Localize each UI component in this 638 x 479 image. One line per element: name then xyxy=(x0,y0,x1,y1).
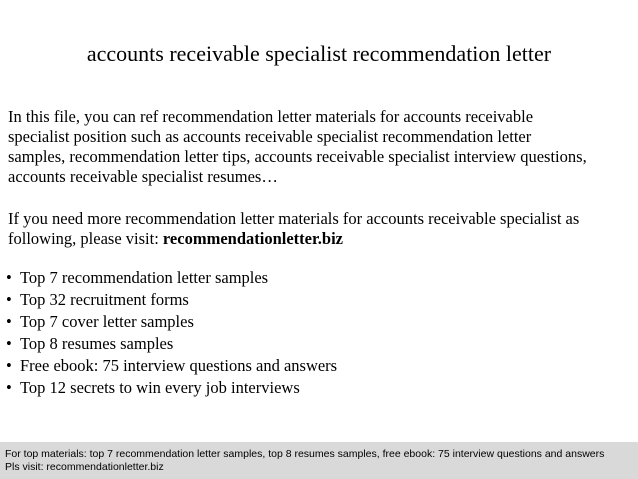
list-item xyxy=(6,355,337,377)
intro-paragraph xyxy=(8,107,636,187)
list-item-label: Top 12 secrets to win every job interviews xyxy=(20,378,300,397)
list-item xyxy=(6,267,337,289)
intro-line: In this file, you can ref recommendation letter materials for accounts receivable xyxy=(8,107,534,126)
list-item xyxy=(6,289,337,311)
list-item xyxy=(6,333,337,355)
bullet-icon: • xyxy=(6,268,12,287)
list-item xyxy=(6,377,337,399)
page-title: accounts receivable specialist recommendation letter xyxy=(86,41,552,66)
bullet-icon: • xyxy=(6,290,12,309)
list-item xyxy=(6,311,337,333)
list-item-label: Top 8 resumes samples xyxy=(20,334,174,353)
visit-prefix: following, please visit: xyxy=(8,229,163,248)
list-item-label: Free ebook: 75 interview questions and answers xyxy=(20,356,338,375)
more-info-line xyxy=(8,229,636,249)
bullet-icon: • xyxy=(6,356,12,375)
bullet-icon: • xyxy=(6,334,12,353)
site-link[interactable]: recommendationletter.biz xyxy=(162,229,343,248)
bullet-list xyxy=(6,267,337,399)
footer-banner xyxy=(0,442,638,479)
footer-line: Pls visit: recommendationletter.biz xyxy=(5,461,164,473)
intro-line: samples, recommendation letter tips, accounts receivable specialist interview questions, xyxy=(8,147,587,166)
intro-line: accounts receivable specialist resumes… xyxy=(8,167,278,186)
bullet-icon: • xyxy=(6,378,12,397)
more-info-paragraph xyxy=(8,209,636,249)
more-info-line: If you need more recommendation letter materials for accounts receivable specialist as xyxy=(8,209,580,228)
list-item-label: Top 7 recommendation letter samples xyxy=(20,268,269,287)
list-item-label: Top 7 cover letter samples xyxy=(20,312,194,331)
bullet-icon: • xyxy=(6,312,12,331)
intro-line: specialist position such as accounts receivable specialist recommendation letter xyxy=(8,127,532,146)
list-item-label: Top 32 recruitment forms xyxy=(20,290,189,309)
footer-line: For top materials: top 7 recommendation letter samples, top 8 resumes samples, free ebook: 75 interview questions and answers xyxy=(5,448,605,460)
